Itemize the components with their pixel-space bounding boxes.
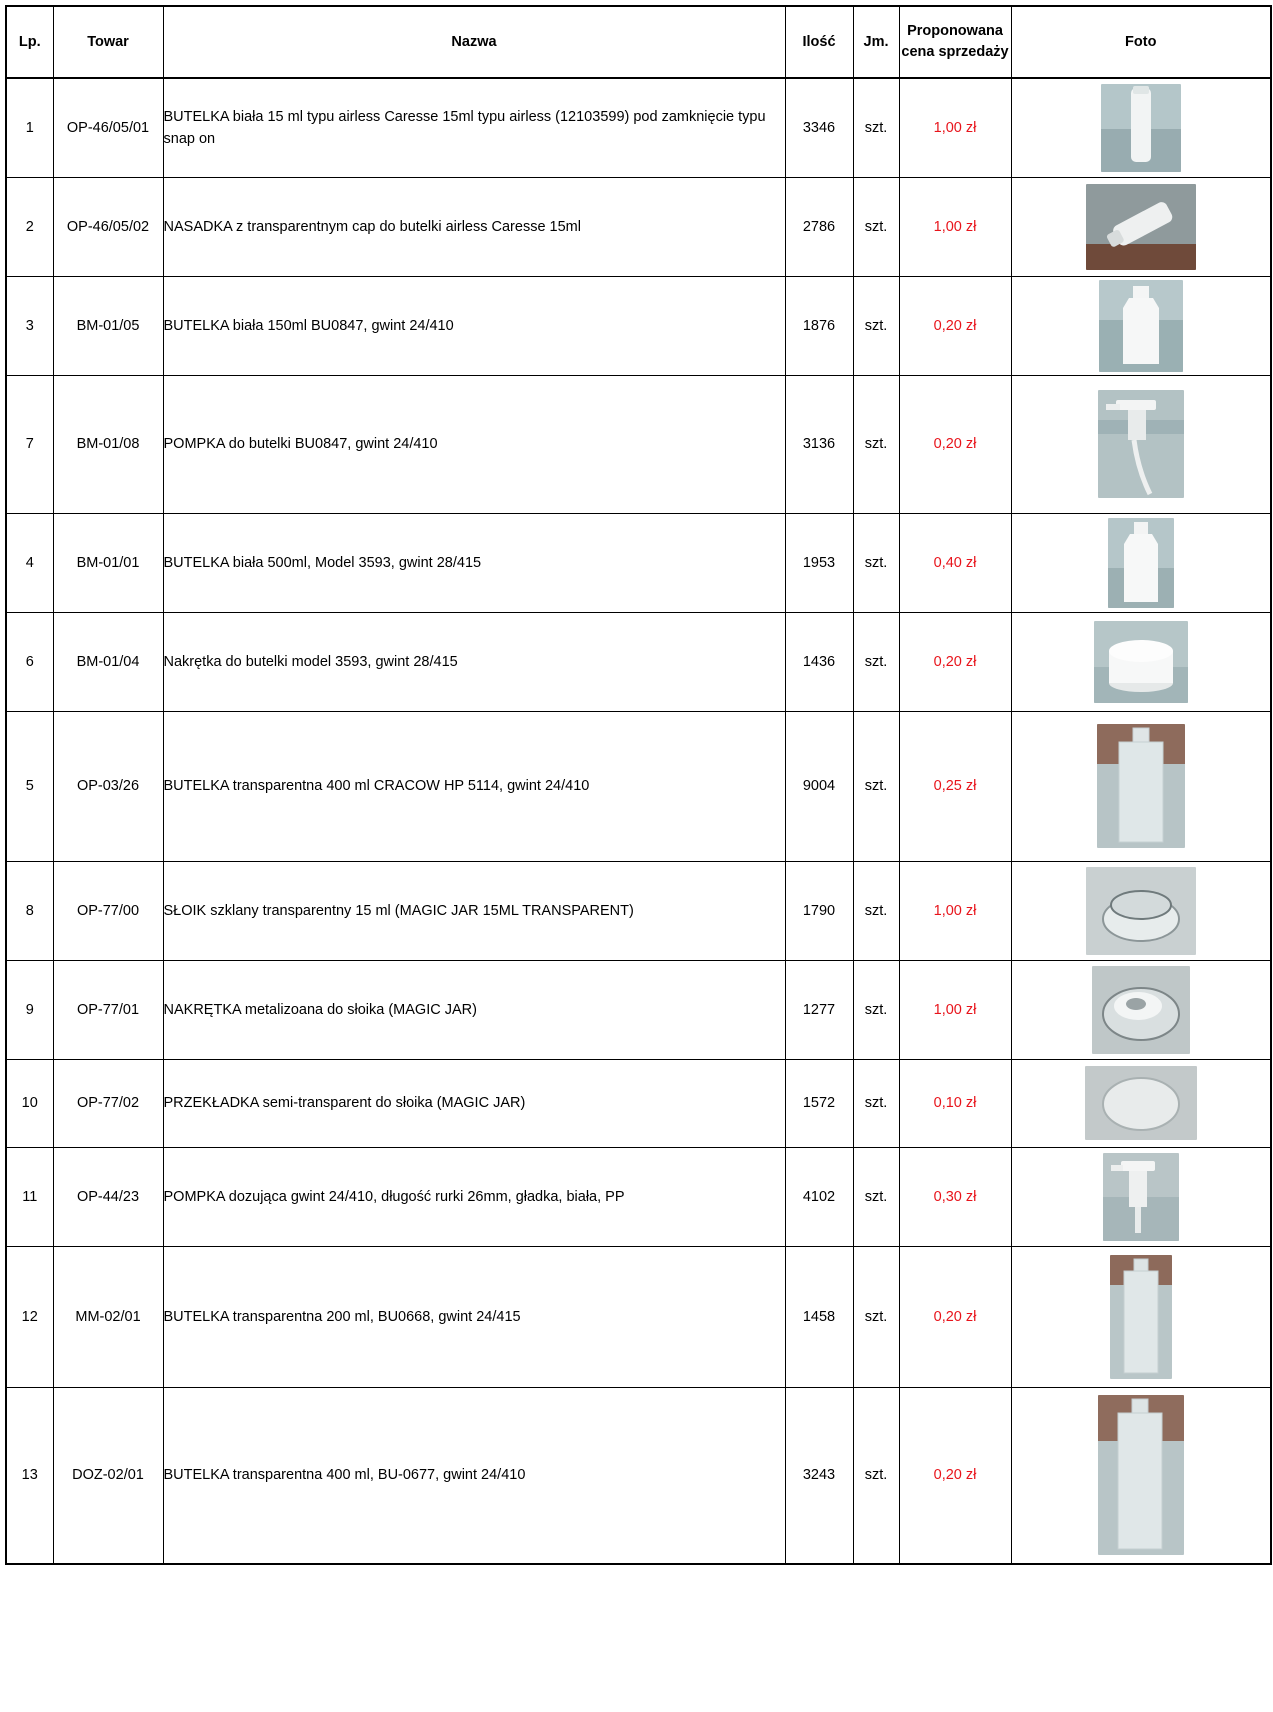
cell-jm: szt. xyxy=(853,513,899,612)
cell-jm: szt. xyxy=(853,1147,899,1246)
cell-lp: 8 xyxy=(6,861,53,960)
product-table xyxy=(5,5,1272,1565)
cell-jm: szt. xyxy=(853,612,899,711)
cell-cena: 1,00 zł xyxy=(899,861,1011,960)
cell-cena: 0,10 zł xyxy=(899,1059,1011,1147)
cell-nazwa: SŁOIK szklany transparentny 15 ml (MAGIC JAR 15ML TRANSPARENT) xyxy=(163,861,785,960)
cell-ilosc: 1277 xyxy=(785,960,853,1059)
cell-cena: 0,20 zł xyxy=(899,276,1011,375)
cell-foto xyxy=(1011,861,1271,960)
white-cap-photo xyxy=(1094,621,1188,703)
clear-bottle-200-image xyxy=(1110,1255,1172,1379)
pump-photo xyxy=(1098,390,1184,498)
white-bottle-500-photo xyxy=(1108,518,1174,608)
table-row xyxy=(6,276,1271,375)
cell-jm: szt. xyxy=(853,1387,899,1564)
cell-nazwa: BUTELKA transparentna 200 ml, BU0668, gwint 24/415 xyxy=(163,1246,785,1387)
white-cap-image xyxy=(1094,621,1188,703)
cell-cena: 0,20 zł xyxy=(899,375,1011,513)
cell-ilosc: 3346 xyxy=(785,78,853,177)
cell-nazwa: BUTELKA biała 500ml, Model 3593, gwint 28/415 xyxy=(163,513,785,612)
cell-towar: OP-77/01 xyxy=(53,960,163,1059)
col-lp-header: Lp. xyxy=(6,6,53,78)
pump-image xyxy=(1098,390,1184,498)
cell-towar: BM-01/04 xyxy=(53,612,163,711)
cell-jm: szt. xyxy=(853,1059,899,1147)
cell-foto xyxy=(1011,711,1271,861)
cell-lp: 10 xyxy=(6,1059,53,1147)
table-row xyxy=(6,177,1271,276)
table-row xyxy=(6,1387,1271,1564)
cell-jm: szt. xyxy=(853,861,899,960)
cell-foto xyxy=(1011,375,1271,513)
cell-foto xyxy=(1011,1147,1271,1246)
cell-foto xyxy=(1011,960,1271,1059)
cell-cena: 1,00 zł xyxy=(899,78,1011,177)
table-row xyxy=(6,1147,1271,1246)
cell-towar: MM-02/01 xyxy=(53,1246,163,1387)
white-bottle-150-photo xyxy=(1099,280,1183,372)
cell-cena: 0,40 zł xyxy=(899,513,1011,612)
cell-lp: 6 xyxy=(6,612,53,711)
col-towar-header: Towar xyxy=(53,6,163,78)
cell-ilosc: 2786 xyxy=(785,177,853,276)
cell-foto xyxy=(1011,513,1271,612)
cell-ilosc: 1436 xyxy=(785,612,853,711)
cell-nazwa: BUTELKA biała 15 ml typu airless Caresse 15ml typu airless (12103599) pod zamknięcie typu snap on xyxy=(163,78,785,177)
cell-nazwa: NAKRĘTKA metalizoana do słoika (MAGIC JAR) xyxy=(163,960,785,1059)
header-row xyxy=(6,6,1271,78)
dispenser-pump-photo xyxy=(1103,1153,1179,1241)
col-nazwa-header: Nazwa xyxy=(163,6,785,78)
cell-nazwa: POMPKA do butelki BU0847, gwint 24/410 xyxy=(163,375,785,513)
cell-jm: szt. xyxy=(853,78,899,177)
table-row xyxy=(6,861,1271,960)
cell-nazwa: PRZEKŁADKA semi-transparent do słoika (MAGIC JAR) xyxy=(163,1059,785,1147)
clear-bottle-400b-photo xyxy=(1098,1395,1184,1555)
airless-cap-photo xyxy=(1086,184,1196,270)
clear-bottle-400-photo xyxy=(1097,724,1185,848)
table-row xyxy=(6,711,1271,861)
cell-lp: 11 xyxy=(6,1147,53,1246)
dispenser-pump-image xyxy=(1103,1153,1179,1241)
col-ilosc-header: Ilość xyxy=(785,6,853,78)
cell-foto xyxy=(1011,276,1271,375)
col-cena-header xyxy=(899,6,1011,78)
cell-ilosc: 1572 xyxy=(785,1059,853,1147)
liner-disc-photo xyxy=(1085,1066,1197,1140)
cell-foto xyxy=(1011,612,1271,711)
table-row xyxy=(6,78,1271,177)
col-foto-header: Foto xyxy=(1011,6,1271,78)
cell-towar: OP-77/00 xyxy=(53,861,163,960)
cell-towar: BM-01/05 xyxy=(53,276,163,375)
cell-cena: 0,25 zł xyxy=(899,711,1011,861)
cell-foto xyxy=(1011,78,1271,177)
col-cena-header-line1: Proponowana xyxy=(907,23,1003,39)
table-row xyxy=(6,1246,1271,1387)
cell-jm: szt. xyxy=(853,276,899,375)
cell-foto xyxy=(1011,1059,1271,1147)
clear-bottle-400-image xyxy=(1097,724,1185,848)
cell-towar: BM-01/01 xyxy=(53,513,163,612)
airless-cap-image xyxy=(1086,184,1196,270)
table-row xyxy=(6,960,1271,1059)
cell-ilosc: 1458 xyxy=(785,1246,853,1387)
cell-ilosc: 1876 xyxy=(785,276,853,375)
table-row xyxy=(6,375,1271,513)
cell-ilosc: 3243 xyxy=(785,1387,853,1564)
table-row xyxy=(6,513,1271,612)
cell-nazwa: POMPKA dozująca gwint 24/410, długość rurki 26mm, gładka, biała, PP xyxy=(163,1147,785,1246)
cell-towar: BM-01/08 xyxy=(53,375,163,513)
cell-jm: szt. xyxy=(853,960,899,1059)
clear-bottle-400b-image xyxy=(1098,1395,1184,1555)
cell-lp: 12 xyxy=(6,1246,53,1387)
table-row xyxy=(6,612,1271,711)
metal-lid-photo xyxy=(1092,966,1190,1054)
cell-jm: szt. xyxy=(853,177,899,276)
cell-nazwa: NASADKA z transparentnym cap do butelki airless Caresse 15ml xyxy=(163,177,785,276)
cell-nazwa: Nakrętka do butelki model 3593, gwint 28/415 xyxy=(163,612,785,711)
cell-nazwa: BUTELKA biała 150ml BU0847, gwint 24/410 xyxy=(163,276,785,375)
table-row xyxy=(6,1059,1271,1147)
cell-foto xyxy=(1011,1246,1271,1387)
cell-lp: 3 xyxy=(6,276,53,375)
clear-bottle-200-photo xyxy=(1110,1255,1172,1379)
col-jm-header: Jm. xyxy=(853,6,899,78)
cell-towar: OP-03/26 xyxy=(53,711,163,861)
cell-towar: OP-77/02 xyxy=(53,1059,163,1147)
cell-cena: 1,00 zł xyxy=(899,960,1011,1059)
cell-cena: 0,20 zł xyxy=(899,1387,1011,1564)
cell-lp: 2 xyxy=(6,177,53,276)
cell-ilosc: 1790 xyxy=(785,861,853,960)
cell-ilosc: 4102 xyxy=(785,1147,853,1246)
cell-lp: 5 xyxy=(6,711,53,861)
glass-jar-photo xyxy=(1086,867,1196,955)
metal-lid-image xyxy=(1092,966,1190,1054)
liner-disc-image xyxy=(1085,1066,1197,1140)
cell-cena: 0,20 zł xyxy=(899,612,1011,711)
cell-nazwa: BUTELKA transparentna 400 ml, BU-0677, gwint 24/410 xyxy=(163,1387,785,1564)
white-bottle-500-image xyxy=(1108,518,1174,608)
cell-cena: 0,30 zł xyxy=(899,1147,1011,1246)
cell-lp: 7 xyxy=(6,375,53,513)
cell-cena: 1,00 zł xyxy=(899,177,1011,276)
glass-jar-image xyxy=(1086,867,1196,955)
cell-lp: 13 xyxy=(6,1387,53,1564)
cell-towar: OP-46/05/02 xyxy=(53,177,163,276)
cell-towar: OP-44/23 xyxy=(53,1147,163,1246)
airless-bottle-photo xyxy=(1101,84,1181,172)
cell-lp: 9 xyxy=(6,960,53,1059)
cell-towar: DOZ-02/01 xyxy=(53,1387,163,1564)
white-bottle-150-image xyxy=(1099,280,1183,372)
cell-nazwa: BUTELKA transparentna 400 ml CRACOW HP 5114, gwint 24/410 xyxy=(163,711,785,861)
cell-jm: szt. xyxy=(853,711,899,861)
cell-lp: 1 xyxy=(6,78,53,177)
cell-cena: 0,20 zł xyxy=(899,1246,1011,1387)
cell-jm: szt. xyxy=(853,375,899,513)
cell-towar: OP-46/05/01 xyxy=(53,78,163,177)
cell-ilosc: 3136 xyxy=(785,375,853,513)
cell-lp: 4 xyxy=(6,513,53,612)
cell-foto xyxy=(1011,177,1271,276)
col-cena-header-line2: cena sprzedaży xyxy=(901,44,1009,60)
airless-bottle-image xyxy=(1101,84,1181,172)
cell-ilosc: 1953 xyxy=(785,513,853,612)
cell-foto xyxy=(1011,1387,1271,1564)
cell-ilosc: 9004 xyxy=(785,711,853,861)
cell-jm: szt. xyxy=(853,1246,899,1387)
